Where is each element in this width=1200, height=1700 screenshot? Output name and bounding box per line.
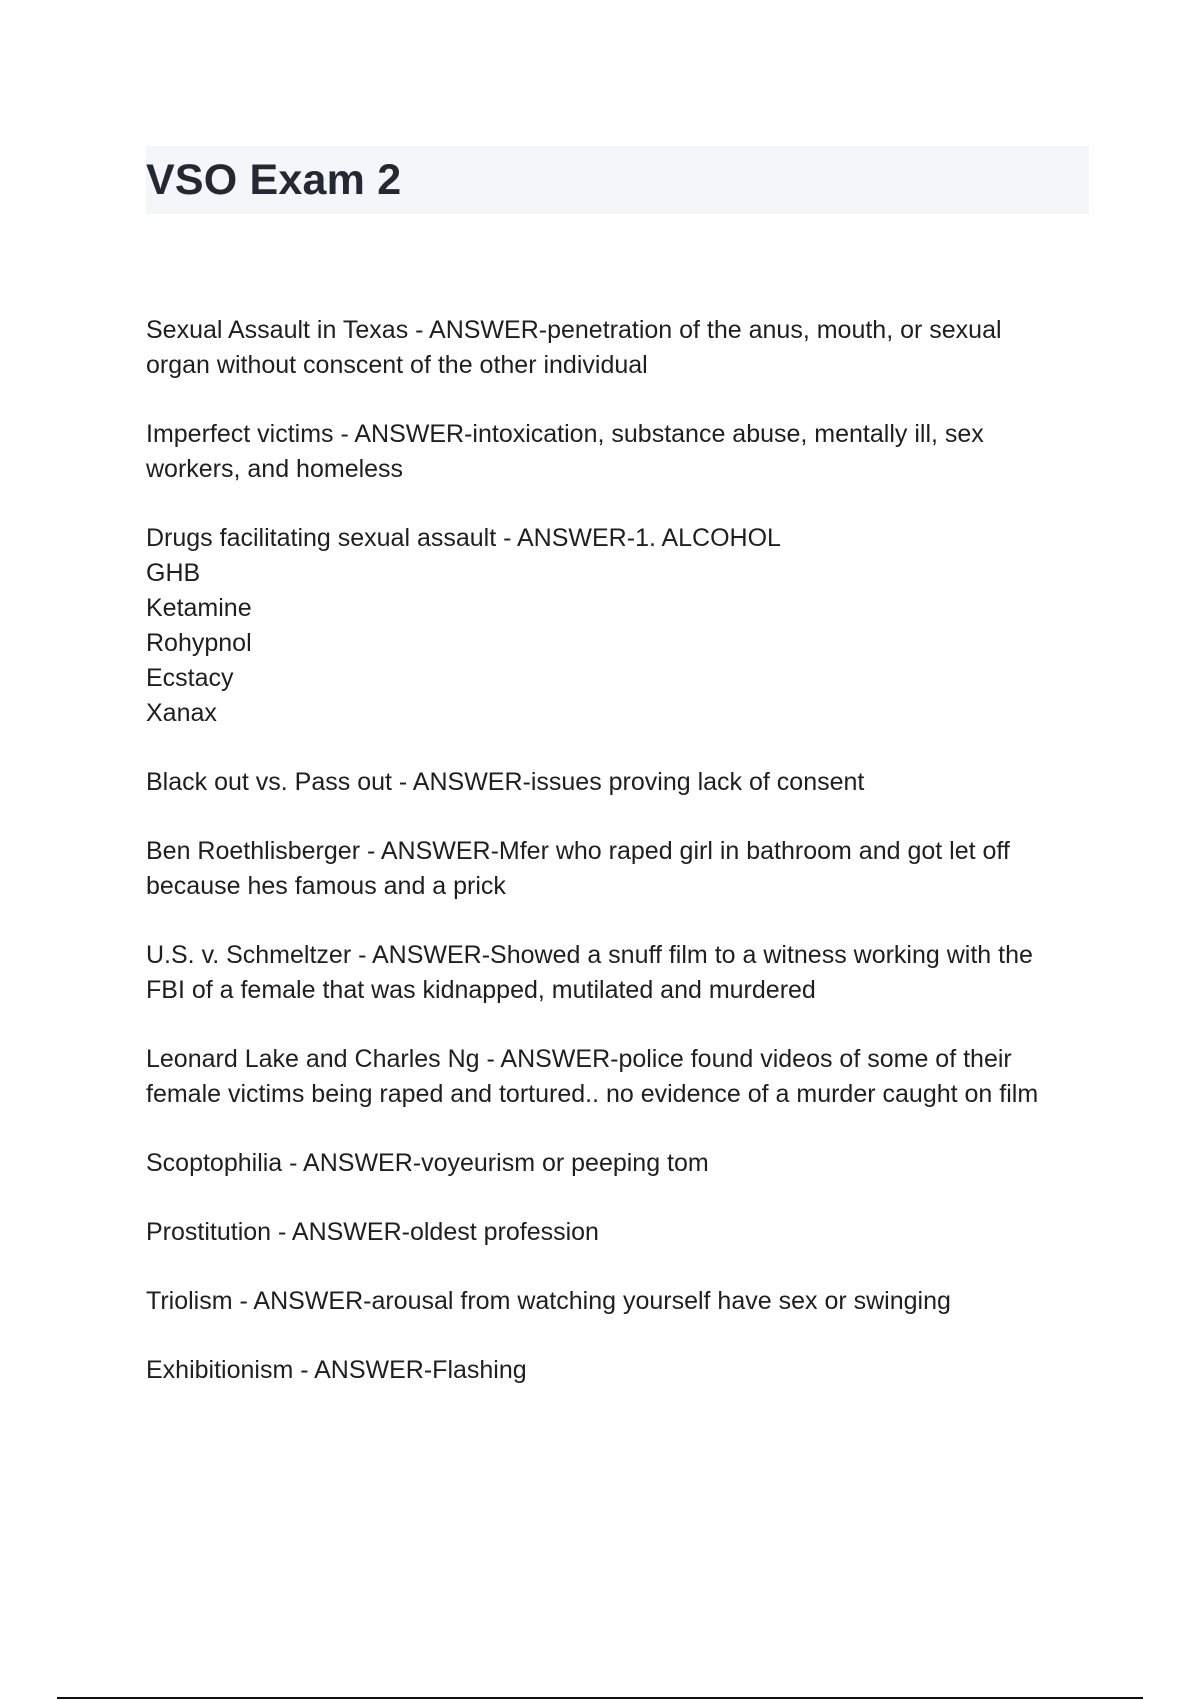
qa-entry	[146, 1215, 1091, 1250]
qa-entry	[146, 521, 1091, 731]
qa-entry	[146, 1146, 1091, 1181]
qa-entry	[146, 938, 1091, 1008]
qa-line: U.S. v. Schmeltzer - ANSWER-Showed a snuff film to a witness working with the	[146, 941, 1033, 969]
qa-line: Ketamine	[146, 594, 252, 622]
footer-divider	[57, 1697, 1143, 1699]
qa-line: Prostitution - ANSWER-oldest profession	[146, 1218, 599, 1246]
qa-line: Sexual Assault in Texas - ANSWER-penetration of the anus, mouth, or sexual	[146, 316, 1002, 344]
qa-entry	[146, 417, 1091, 487]
qa-entry	[146, 765, 1091, 800]
qa-entry	[146, 1353, 1091, 1388]
qa-line: Drugs facilitating sexual assault - ANSWER-1. ALCOHOL	[146, 524, 781, 552]
qa-line: Triolism - ANSWER-arousal from watching yourself have sex or swinging	[146, 1287, 951, 1315]
qa-line: Black out vs. Pass out - ANSWER-issues proving lack of consent	[146, 768, 865, 796]
qa-line: because hes famous and a prick	[146, 872, 506, 900]
qa-line: Xanax	[146, 699, 217, 727]
qa-line: Rohypnol	[146, 629, 252, 657]
qa-line: organ without conscent of the other individual	[146, 351, 648, 379]
qa-line: GHB	[146, 559, 201, 587]
page-title: VSO Exam 2	[146, 156, 402, 204]
qa-line: Ecstacy	[146, 664, 234, 692]
qa-entry	[146, 313, 1091, 383]
qa-line: Imperfect victims - ANSWER-intoxication, substance abuse, mentally ill, sex	[146, 420, 984, 448]
qa-line: Ben Roethlisberger - ANSWER-Mfer who raped girl in bathroom and got let off	[146, 837, 1010, 865]
qa-entry	[146, 834, 1091, 904]
qa-line: female victims being raped and tortured.. no evidence of a murder caught on film	[146, 1080, 1039, 1108]
qa-line: workers, and homeless	[146, 455, 404, 483]
qa-list	[146, 313, 1091, 1422]
qa-line: Exhibitionism - ANSWER-Flashing	[146, 1356, 527, 1384]
qa-entry	[146, 1284, 1091, 1319]
qa-entry	[146, 1042, 1091, 1112]
qa-line: Leonard Lake and Charles Ng - ANSWER-police found videos of some of their	[146, 1045, 1012, 1073]
title-band	[146, 146, 1089, 214]
qa-line: Scoptophilia - ANSWER-voyeurism or peeping tom	[146, 1149, 709, 1177]
qa-line: FBI of a female that was kidnapped, mutilated and murdered	[146, 976, 816, 1004]
